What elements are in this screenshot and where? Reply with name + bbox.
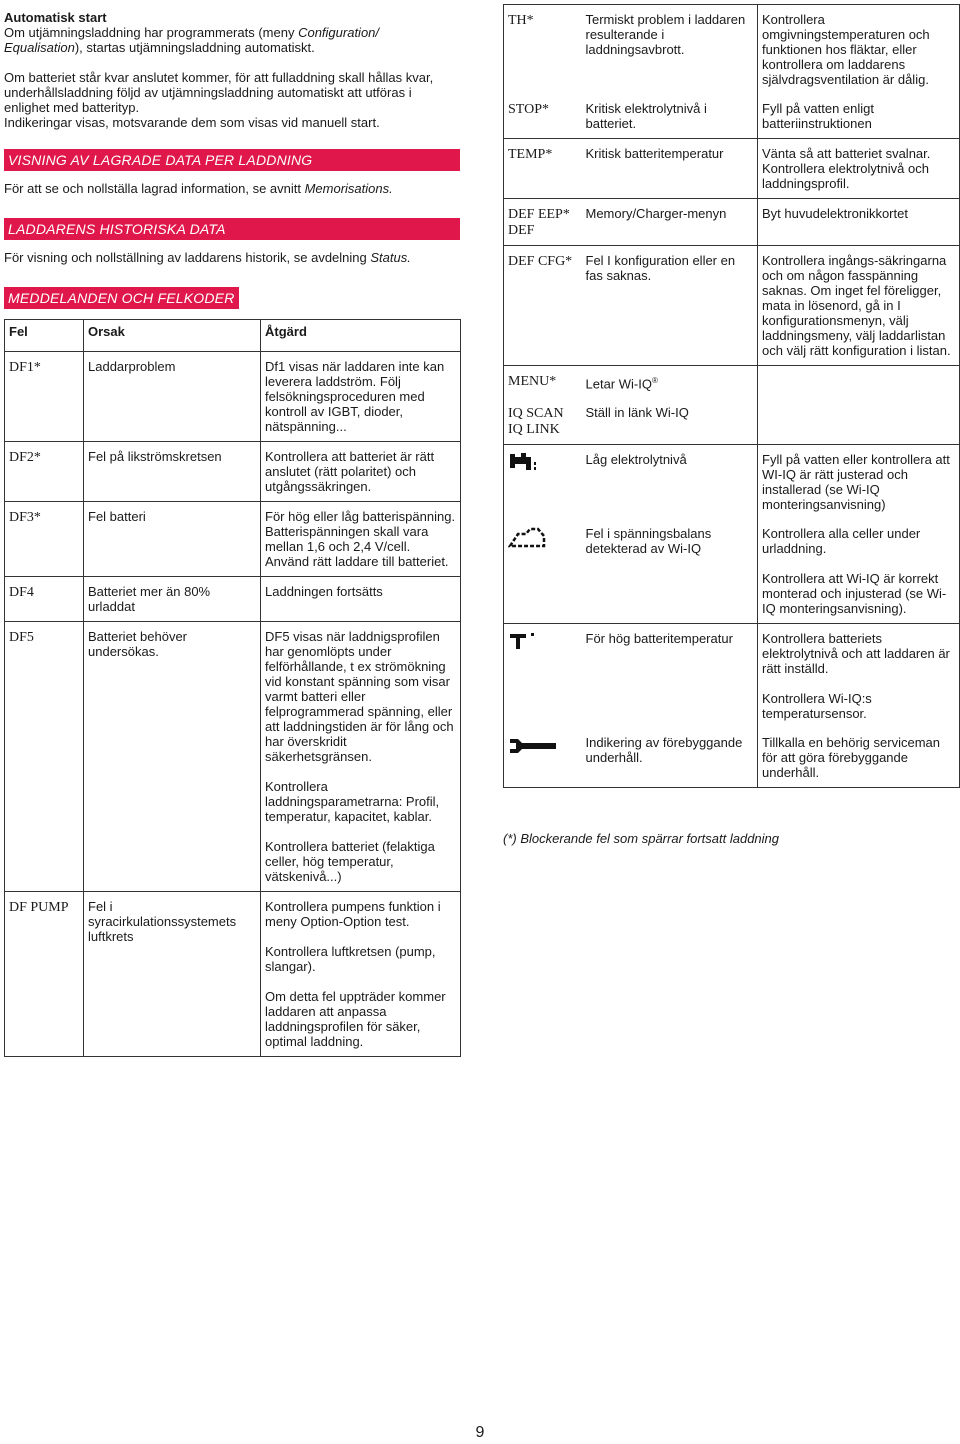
cause-text: Laddarproblem — [88, 359, 176, 374]
cause-text: Memory/Charger-menyn — [585, 206, 727, 221]
action-cell — [758, 246, 960, 366]
error-code: MENU* — [508, 374, 557, 389]
action-paragraph: Kontrollera Wi-IQ:s temperatursensor. — [762, 691, 872, 722]
error-code-cell — [504, 139, 582, 199]
table-row — [504, 139, 960, 199]
action-cell — [758, 445, 960, 520]
wrench-icon — [508, 735, 578, 757]
error-code: TH* — [508, 13, 534, 28]
error-code-cell — [504, 5, 582, 95]
error-code-cell — [504, 94, 582, 139]
registered-mark: ® — [651, 376, 658, 385]
intro-paragraph-1: Om utjämningsladdning har programmerats (meny Configuration/ Equalisation), startas utjämningsladdning automatiskt. — [4, 25, 380, 55]
error-code: DF1* — [9, 360, 41, 375]
cause-cell — [582, 139, 758, 199]
error-code-cell — [504, 624, 582, 729]
error-code-cell — [5, 442, 84, 502]
table-row — [5, 352, 461, 442]
table-row — [5, 892, 461, 1057]
table-row — [504, 199, 960, 246]
cause-text: Indikering av förebyggande underhåll. — [585, 735, 743, 766]
cause-text: Fel batteri — [88, 509, 146, 524]
cause-cell — [84, 442, 261, 502]
action-cell — [758, 94, 960, 139]
action-cell — [261, 577, 461, 622]
temperature-icon — [508, 631, 578, 651]
error-code-cell — [5, 622, 84, 892]
cause-text: Fel i syracirkulationssystemets luftkrets — [88, 899, 237, 944]
action-cell — [261, 622, 461, 892]
error-code: DEF EEP* DEF — [508, 207, 570, 238]
table-row — [504, 5, 960, 95]
cause-cell — [582, 445, 758, 520]
action-paragraph: Kontrollera luftkretsen (pump, slangar). — [265, 944, 436, 974]
error-code-cell — [5, 352, 84, 442]
action-paragraph: Laddningen fortsätts — [265, 584, 383, 599]
cause-cell — [582, 398, 758, 445]
table-row — [5, 502, 461, 577]
cause-cell — [582, 199, 758, 246]
intro-paragraph-2: Om batteriet står kvar anslutet kommer, för att fulladdning skall hållas kvar, underhållsladdning följd av utjämningsladdning automatiskt att utföras i enlighet med batterityp. — [4, 70, 434, 115]
cause-cell — [582, 728, 758, 788]
action-paragraph: Df1 visas när laddaren inte kan leverera laddström. Följ felsökningsproceduren med kontroll av IGBT, dioder, nätspänning... — [265, 359, 445, 434]
error-code: DF5 — [9, 630, 34, 645]
table-row — [504, 624, 960, 729]
action-paragraph: Kontrollera alla celler under urladdning. — [762, 526, 921, 557]
action-paragraph: Fyll på vatten eller kontrollera att WI-IQ är rätt justerad och installerad (se Wi-IQ monteringsanvisning) — [762, 452, 950, 513]
cause-cell — [582, 246, 758, 366]
action-paragraph: Kontrollera att batteriet är rätt anslutet (rätt polaritet) och utgångssäkringen. — [265, 449, 435, 494]
error-code: IQ SCAN IQ LINK — [508, 406, 564, 438]
error-code-cell — [504, 199, 582, 246]
action-cell — [758, 139, 960, 199]
action-cell — [758, 398, 960, 445]
action-paragraph: Vänta så att batteriet svalnar. Kontrollera elektrolytnivå och laddningsprofil. — [762, 146, 931, 191]
action-cell — [261, 892, 461, 1057]
cause-text: Letar Wi-IQ — [585, 376, 652, 392]
table-row — [5, 577, 461, 622]
header-atgard: Åtgärd — [261, 320, 461, 352]
action-paragraph: DF5 visas när laddnigsprofilen har genomlöpts under felförhållande, t ex strömökning vid konstant spänning som visar varmt batteri eller felprogrammerad spänning, eller att laddningstiden är för lång och har överskridit säkerhetsgränsen. — [265, 629, 454, 764]
error-code: DF PUMP — [9, 900, 69, 915]
action-paragraph: Byt huvudelektronikkortet — [762, 206, 908, 221]
section-text-history: För visning och nollställning av laddarens historik, se avdelning Status. — [4, 250, 411, 265]
cause-text: Ställ in länk Wi-IQ — [585, 405, 689, 421]
table-row — [504, 519, 960, 624]
error-code-cell — [504, 728, 582, 788]
error-code: DF2* — [9, 450, 41, 465]
cause-text: Fel I konfiguration eller en fas saknas. — [585, 253, 736, 283]
action-paragraph: Fyll på vatten enligt batteriinstruktionen — [762, 101, 875, 131]
table-row — [504, 398, 960, 445]
section-text-stored-data: För att se och nollställa lagrad information, se avnitt Memorisations. — [4, 181, 393, 196]
error-code-cell — [504, 246, 582, 366]
action-cell — [261, 442, 461, 502]
footnote: (*) Blockerande fel som spärrar fortsatt laddning — [503, 831, 780, 846]
action-cell — [758, 5, 960, 95]
cause-text: Batteriet mer än 80% urladdat — [88, 584, 211, 614]
action-cell — [758, 519, 960, 624]
error-code: DF3* — [9, 510, 41, 525]
cause-text: Kritisk batteritemperatur — [585, 146, 724, 161]
intro-paragraph-3: Indikeringar visas, motsvarande dem som visas vid manuell start. — [4, 115, 380, 130]
action-cell — [758, 624, 960, 729]
section-title-stored-data: VISNING AV LAGRADE DATA PER LADDNING — [4, 149, 460, 171]
error-code-cell — [504, 366, 582, 399]
action-paragraph: Kontrollera laddningsparametrarna: Profil, temperatur, kapacitet, kablar. — [265, 779, 440, 824]
table-row — [5, 442, 461, 502]
table-row — [504, 246, 960, 366]
action-paragraph: Kontrollera pumpens funktion i meny Option-Option test. — [265, 899, 441, 929]
cause-text: Kritisk elektrolytnivå i batteriet. — [585, 101, 707, 131]
cause-cell — [84, 892, 261, 1057]
water-tap-icon — [508, 452, 578, 472]
cause-text: Termiskt problem i laddaren resulterande i laddningsavbrott. — [585, 12, 746, 57]
action-paragraph: Kontrollera ingångs-säkringarna och om någon fasspänning saknas. Om inget fel föreligger, mata in lösenord, gå in I konfigurationsmenyn, välj laddningsmeny, välj laddarlistan och välj rätt konfiguration i listan. — [762, 253, 951, 358]
action-paragraph: Om detta fel uppträder kommer laddaren att anpassa laddningsprofilen för säker, optimal laddning. — [265, 989, 446, 1049]
table-header-row — [5, 320, 461, 352]
cause-cell — [84, 352, 261, 442]
left-column — [4, 10, 460, 319]
error-code: TEMP* — [508, 147, 553, 162]
error-code-cell — [504, 519, 582, 624]
cause-text: Fel i spänningsbalans detekterad av Wi-IQ — [585, 526, 712, 557]
section-title-history: LADDARENS HISTORISKA DATA — [4, 218, 460, 240]
error-code-cell — [5, 577, 84, 622]
action-paragraph: Tillkalla en behörig serviceman för att göra förebyggande underhåll. — [762, 735, 940, 781]
intro-title: Automatisk start — [4, 10, 107, 25]
action-cell — [758, 728, 960, 788]
table-row — [504, 94, 960, 139]
table-row — [504, 445, 960, 520]
action-paragraph: För hög eller låg batterispänning. Batterispänningen skall vara mellan 1,6 och 2,4 V/cell. Använd rätt laddare till batteriet. — [265, 509, 456, 569]
cause-text: Fel på likströmskretsen — [88, 449, 222, 464]
page-number: 9 — [475, 1424, 485, 1441]
cause-cell — [582, 366, 758, 399]
error-code-table-left — [4, 319, 461, 1057]
action-paragraph: Kontrollera batteriets elektrolytnivå och att laddaren är rätt inställd. — [762, 631, 950, 677]
cause-cell — [582, 5, 758, 95]
action-cell — [261, 352, 461, 442]
action-paragraph: Kontrollera att Wi-IQ är korrekt monterad och injusterad (se Wi-IQ monteringsanvisning). — [762, 571, 947, 617]
cause-cell — [582, 519, 758, 624]
battery-imbalance-icon — [508, 526, 578, 548]
error-code: DEF CFG* — [508, 254, 573, 269]
table-row — [504, 728, 960, 788]
cause-cell — [582, 94, 758, 139]
error-code-cell — [504, 398, 582, 445]
header-fel: Fel — [5, 320, 84, 352]
error-code: STOP* — [508, 102, 549, 117]
header-orsak: Orsak — [84, 320, 261, 352]
error-code-cell — [5, 502, 84, 577]
action-cell — [758, 366, 960, 399]
cause-text: Batteriet behöver undersökas. — [88, 629, 188, 659]
action-cell — [758, 199, 960, 246]
error-code-cell — [504, 445, 582, 520]
cause-cell — [84, 577, 261, 622]
action-cell — [261, 502, 461, 577]
cause-cell — [84, 622, 261, 892]
action-paragraph: Kontrollera omgivningstemperaturen och funktionen hos fläktar, eller kontrollera om laddarens självdragsventilation är dålig. — [762, 12, 930, 87]
table-row — [5, 622, 461, 892]
action-paragraph: Kontrollera batteriet (felaktiga celler, hög temperatur, vätskenivå...) — [265, 839, 435, 884]
table-row — [504, 366, 960, 399]
error-code: DF4 — [9, 585, 34, 600]
cause-cell — [582, 624, 758, 729]
cause-cell — [84, 502, 261, 577]
cause-text: För hög batteritemperatur — [585, 631, 733, 647]
cause-text: Låg elektrolytnivå — [585, 452, 687, 468]
error-code-cell — [5, 892, 84, 1057]
error-code-table-right — [503, 4, 960, 788]
section-title-messages: MEDDELANDEN OCH FELKODER — [4, 287, 239, 309]
